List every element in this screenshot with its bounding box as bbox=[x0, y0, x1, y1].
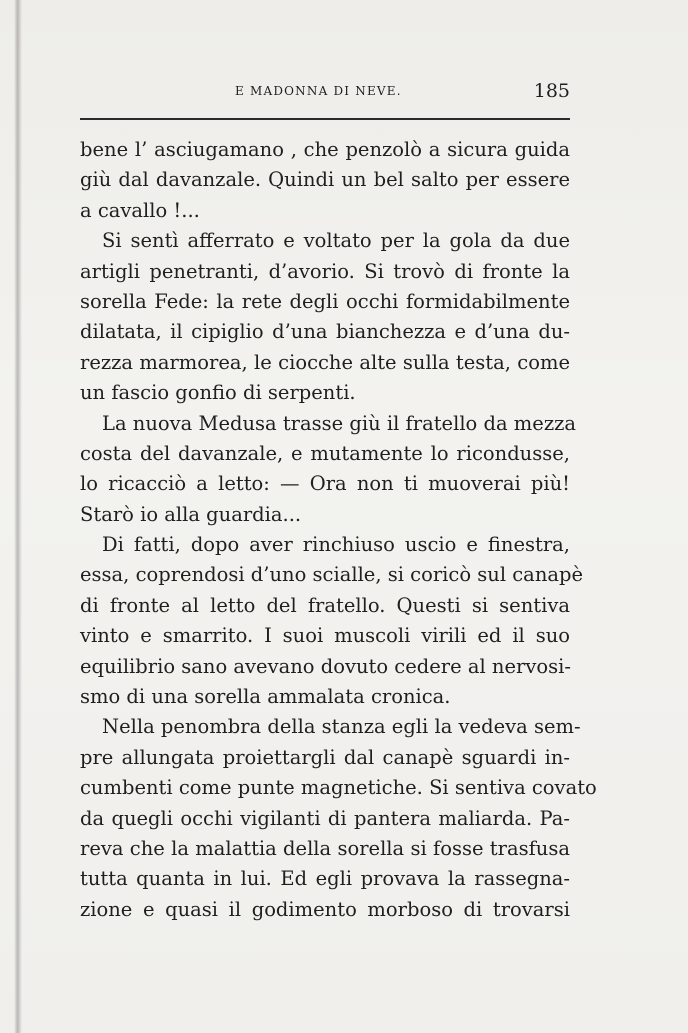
text-line: a cavallo !... bbox=[80, 198, 200, 222]
text-line: artigli penetranti, d’avorio. Si trovò di fronte la bbox=[80, 259, 570, 283]
text-line: costa del davanzale, e mutamente lo ricondusse, bbox=[80, 441, 570, 465]
text-line: Di fatti, dopo aver rinchiuso uscio e finestra, bbox=[102, 533, 570, 557]
text-line: sorella Fede: la rete degli occhi formidabilmente bbox=[80, 289, 570, 313]
text-line: smo di una sorella ammalata cronica. bbox=[80, 685, 451, 709]
text-line: dilatata, il cipiglio d’una bianchezza e d’una du- bbox=[80, 320, 570, 344]
header-rule bbox=[80, 118, 570, 120]
text-line: rezza marmorea, le ciocche alte sulla testa, come bbox=[80, 350, 570, 374]
running-title: E MADONNA DI NEVE. bbox=[235, 84, 402, 98]
text-line: reva che la malattia della sorella si fosse trasfusa bbox=[80, 836, 570, 860]
text-line: cumbenti come punte magnetiche. Si sentiva covato bbox=[80, 776, 597, 800]
text-line: da quegli occhi vigilanti di pantera maliarda. Pa- bbox=[80, 806, 570, 830]
text-line: bene l’ asciugamano , che penzolò a sicura guida bbox=[80, 138, 570, 161]
text-line: essa, coprendosi d’uno scialle, si coricò sul canapè bbox=[80, 563, 584, 587]
text-line: vinto e smarrito. I suoi muscoli virili ed il suo bbox=[80, 624, 570, 648]
text-line: Nella penombra della stanza egli la vedeva sem- bbox=[102, 715, 581, 739]
text-line: tutta quanta in lui. Ed egli provava la rassegna- bbox=[80, 867, 570, 891]
text-line: Starò io alla guardia... bbox=[80, 502, 302, 526]
text-line: giù dal davanzale. Quindi un bel salto per essere bbox=[80, 168, 570, 192]
binding-shadow bbox=[14, 0, 22, 1033]
page-number: 185 bbox=[533, 80, 570, 102]
page-header bbox=[80, 80, 570, 104]
text-line: lo ricacciò a letto: — Ora non ti muoverai più! bbox=[80, 472, 570, 496]
text-line: equilibrio sano avevano dovuto cedere al nervosi- bbox=[80, 654, 571, 678]
text-line: di fronte al letto del fratello. Questi si sentiva bbox=[80, 593, 570, 617]
text-line: zione e quasi il godimento morboso di trovarsi bbox=[80, 897, 570, 921]
text-line: un fascio gonfio di serpenti. bbox=[80, 381, 356, 405]
body-text bbox=[80, 135, 597, 925]
text-line: La nuova Medusa trasse giù il fratello da mezza bbox=[102, 411, 576, 435]
text-line: pre allungata proiettargli dal canapè sguardi in- bbox=[80, 745, 570, 769]
text-line: Si sentì afferrato e voltato per la gola da due bbox=[102, 229, 570, 253]
